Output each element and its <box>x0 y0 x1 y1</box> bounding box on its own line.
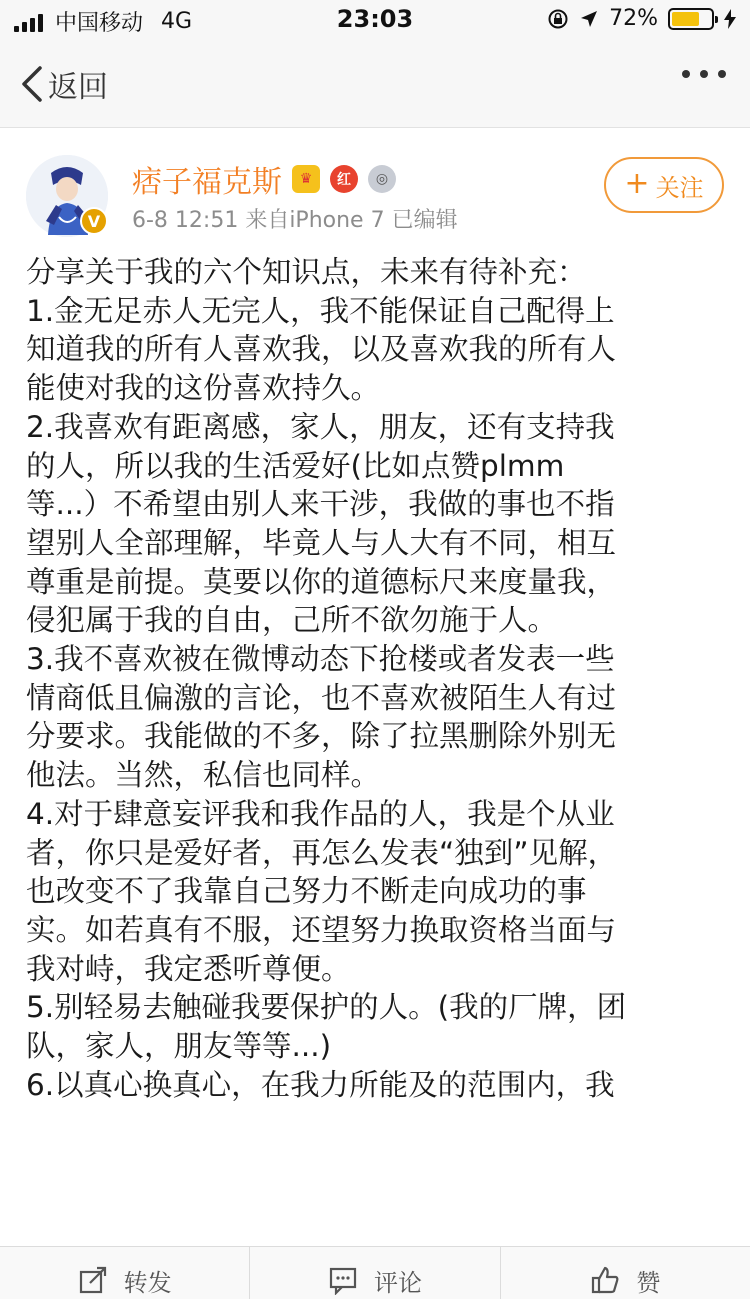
post-line: 6.以真心换真心，在我力所能及的范围内，我 <box>26 1067 615 1102</box>
post-meta: 6-8 12:51 来自iPhone 7 已编辑 <box>132 208 458 233</box>
battery-fill <box>672 12 699 26</box>
post-line: 他法。当然，私信也同样。 <box>26 758 381 793</box>
follow-label: 关注 <box>655 173 704 202</box>
username[interactable]: 痞子福克斯 <box>132 165 282 200</box>
post-line: 2.我喜欢有距离感，家人，朋友，还有支持我 <box>26 409 615 444</box>
status-bar <box>0 0 750 40</box>
medal-icon: ◎ <box>368 165 396 193</box>
post-line: 知道我的所有人喜欢我，以及喜欢我的所有人 <box>26 332 617 367</box>
repost-label: 转发 <box>123 1268 172 1297</box>
post-line: 分要求。我能做的不多，除了拉黑删除外别无 <box>26 719 617 754</box>
post-line: 能使对我的这份喜欢持久。 <box>26 371 381 406</box>
rotation-lock-icon <box>547 8 569 30</box>
network-label: 4G <box>161 9 193 34</box>
post-line: 实。如若真有不服，还望努力换取资格当面与 <box>26 912 617 947</box>
location-icon <box>579 9 599 29</box>
repost-icon <box>78 1265 108 1295</box>
post-line: 也改变不了我靠自己努力不断走向成功的事 <box>26 874 587 909</box>
comment-button[interactable] <box>250 1247 500 1299</box>
status-right <box>547 6 736 31</box>
carrier-label: 中国移动 <box>55 11 144 36</box>
thumbs-up-icon <box>590 1265 620 1295</box>
follow-button[interactable] <box>604 157 724 213</box>
post-line: 尊重是前提。莫要以你的道德标尺来度量我， <box>26 564 617 599</box>
post-line: 侵犯属于我的自由，己所不欲勿施于人。 <box>26 603 558 638</box>
charging-icon <box>724 9 736 29</box>
post-line: 者，你只是爱好者，再怎么发表“独到”见解， <box>26 835 618 870</box>
like-button[interactable] <box>501 1247 750 1299</box>
action-toolbar <box>0 1246 750 1299</box>
red-v-icon: 红 <box>330 165 358 193</box>
post-line: 等...）不希望由别人来干涉，我做的事也不指 <box>26 487 615 522</box>
comment-label: 评论 <box>373 1268 422 1297</box>
post-line: 情商低且偏激的言论，也不喜欢被陌生人有过 <box>26 680 617 715</box>
nav-bar <box>0 40 750 128</box>
post-line: 望别人全部理解，毕竟人与人大有不同，相互 <box>26 525 617 560</box>
post-line: 3.我不喜欢被在微博动态下抢楼或者发表一些 <box>26 642 615 677</box>
post-line: 分享关于我的六个知识点，未来有待补充： <box>26 255 587 289</box>
post-line: 4.对于肆意妄评我和我作品的人，我是个从业 <box>26 796 615 831</box>
post-body <box>26 253 726 1104</box>
like-label: 赞 <box>636 1268 661 1297</box>
weibo-post <box>0 129 750 1246</box>
post-author[interactable] <box>132 157 396 201</box>
crown-icon: ♛ <box>292 165 320 193</box>
post-line: 队，家人，朋友等等...) <box>26 1029 332 1064</box>
comment-icon <box>328 1265 358 1295</box>
battery-icon <box>668 8 714 30</box>
back-button[interactable] <box>18 62 108 106</box>
battery-percent: 72% <box>609 6 658 31</box>
post-line: 1.金无足赤人无完人，我不能保证自己配得上 <box>26 293 615 328</box>
repost-button[interactable] <box>0 1247 250 1299</box>
clock: 23:03 <box>336 5 414 33</box>
post-line: 的人，所以我的生活爱好(比如点赞plmm <box>26 448 565 483</box>
post-line: 5.别轻易去触碰我要保护的人。(我的厂牌，团 <box>26 990 627 1025</box>
post-line: 我对峙，我定悉听尊便。 <box>26 951 351 986</box>
more-icon[interactable] <box>682 70 726 78</box>
plus-icon: + <box>624 166 650 201</box>
chevron-left-icon <box>18 64 46 104</box>
back-label: 返回 <box>48 70 108 105</box>
verified-badge-icon: V <box>80 207 108 235</box>
